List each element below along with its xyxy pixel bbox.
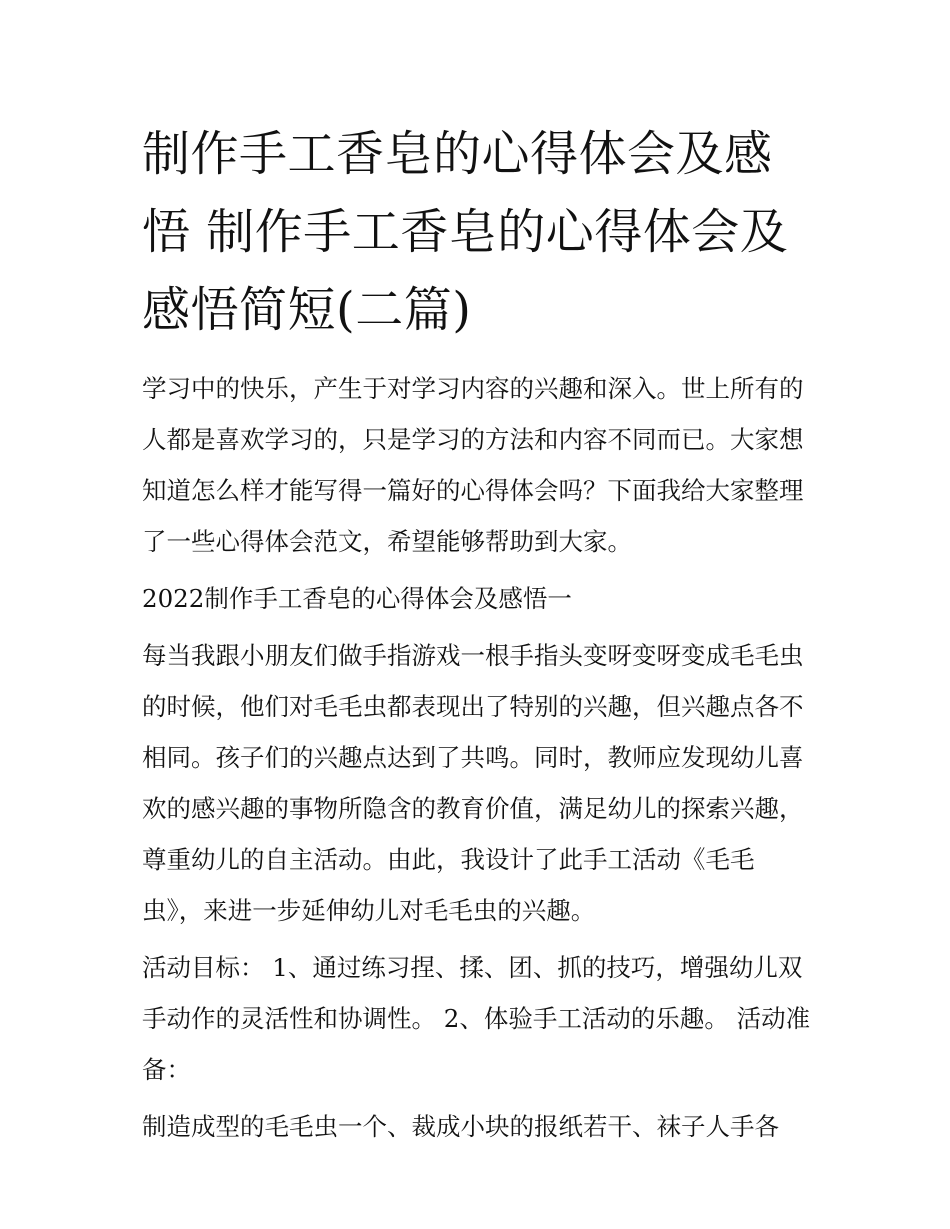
materials-paragraph: 制造成型的毛毛虫一个、裁成小块的报纸若干、袜子人手各: [142, 1112, 779, 1141]
document-title: 制作手工香皂的心得体会及感悟 制作手工香皂的心得体会及感悟简短(二篇): [142, 126, 789, 338]
body-paragraph: 每当我跟小朋友们做手指游戏一根手指头变呀变呀变成毛毛虫的时候，他们对毛毛虫都表现出了特别的兴趣，但兴趣点各不相同。孩子们的兴趣点达到了共鸣。同时，教师应发现幼儿喜欢的感兴趣的事物所隐含的教育价值，满足幼儿的探索兴趣，尊重幼儿的自主活动。由此，我设计了此手工活动《毛毛虫》，来进一步延伸幼儿对毛毛虫的兴趣。: [142, 641, 804, 925]
section-heading: 2022制作手工香皂的心得体会及感悟一: [142, 584, 572, 613]
intro-paragraph: 学习中的快乐，产生于对学习内容的兴趣和深入。世上所有的人都是喜欢学习的，只是学习的方法和内容不同而已。大家想知道怎么样才能写得一篇好的心得体会吗？下面我给大家整理了一些心得体会范文，希望能够帮助到大家。: [142, 374, 804, 556]
document-body: [142, 115, 812, 1158]
activity-goals-paragraph: 活动目标： 1、通过练习捏、揉、团、抓的技巧，增强幼儿双手动作的灵活性和协调性。 2、体验手工活动的乐趣。 活动准备：: [142, 953, 811, 1084]
